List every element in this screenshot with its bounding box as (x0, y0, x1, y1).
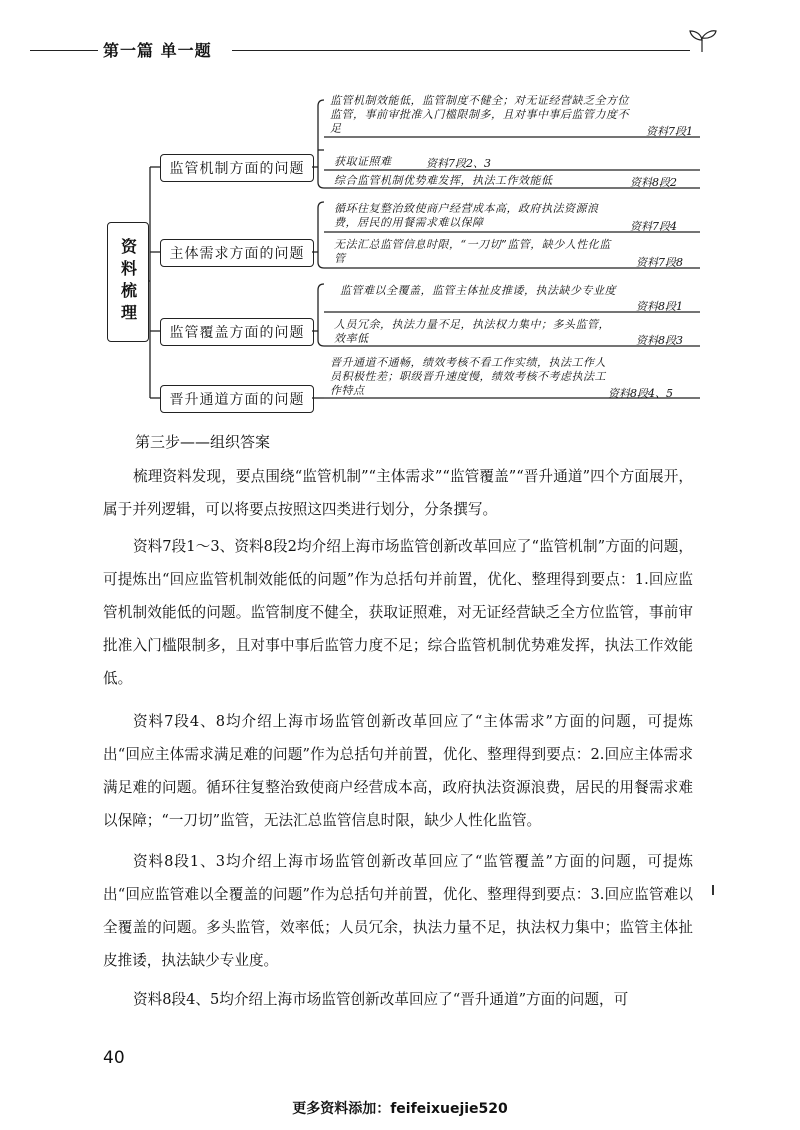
note-item (334, 238, 616, 266)
step-title: 第三步——组织答案 (135, 433, 271, 451)
page-number: 40 (103, 1048, 125, 1068)
note-source: 资料8段1 (636, 300, 683, 313)
note-text: 晋升通道不通畅，绩效考核不看工作实绩，执法工作人员积极性差；职级晋升速度慢，绩效考核不考虑执法工作特点 (330, 356, 606, 397)
footer-note: 更多资料添加：feifeixuejie520 (292, 1101, 508, 1117)
header-rule-left (30, 50, 98, 51)
note-text: 综合监管机制优势难发挥，执法工作效能低 (334, 174, 553, 187)
category-node-promotion-channel: 晋升通道方面的问题 (160, 385, 314, 413)
note-source: 资料7段2、3 (426, 157, 491, 170)
note-item (334, 174, 634, 188)
note-item (340, 284, 622, 298)
note-text: 循环往复整治致使商户经营成本高，政府执法资源浪费，居民的用餐需求难以保障 (334, 202, 599, 229)
note-text: 监管难以全覆盖，监管主体扯皮推诿，执法缺少专业度 (340, 284, 616, 297)
paragraph: 梳理资料发现，要点围绕“监管机制”“主体需求”“监管覆盖”“晋升通道”四个方面展开，属于并列逻辑，可以将要点按照这四类进行划分，分条撰写。 (103, 468, 693, 518)
paragraph: 资料7段1～3、资料8段2均介绍上海市场监管创新改革回应了“监管机制”方面的问题，可提炼出“回应监管机制效能低的问题”作为总括句并前置，优化、整理得到要点：1.回应监管机制效能低的问题。监管制度不健全，获取证照难，对无证经营缺乏全方位监管，事前审批准入门槛限制多，且对事中事后监管力度不足；综合监管机制优势难发挥，执法工作效能低。 (103, 538, 693, 687)
note-item (330, 356, 606, 398)
note-source: 资料8段3 (636, 334, 683, 347)
category-node-supervision-mechanism: 监管机制方面的问题 (160, 154, 314, 182)
paragraph: 资料7段4、8均介绍上海市场监管创新改革回应了“主体需求”方面的问题，可提炼出“回应主体需求满足难的问题”作为总括句并前置，优化、整理得到要点：2.回应主体需求满足难的问题。循环往复整治致使商户经营成本高，政府执法资源浪费，居民的用餐需求难以保障；“一刀切”监管，无法汇总监管信息时限，缺少人性化监管。 (103, 713, 693, 829)
note-item (334, 318, 616, 346)
sprout-icon (688, 28, 718, 54)
note-item (334, 202, 620, 230)
note-source: 资料7段4 (630, 220, 677, 233)
margin-mark (712, 885, 714, 895)
note-item (330, 94, 630, 136)
category-node-supervision-coverage: 监管覆盖方面的问题 (160, 318, 314, 346)
note-text: 获取证照难 (334, 155, 392, 168)
header-rule-right (232, 50, 690, 51)
note-source: 资料7段8 (636, 256, 683, 269)
note-source: 资料7段1 (646, 125, 693, 138)
paragraph: 资料8段1、3均介绍上海市场监管创新改革回应了“监管覆盖”方面的问题，可提炼出“回应监管难以全覆盖的问题”作为总括句并前置，优化、整理得到要点：3.回应监管难以全覆盖的问题。多头监管，效率低；人员冗余，执法力量不足，执法权力集中；监管主体扯皮推诿，执法缺少专业度。 (103, 853, 693, 969)
note-source: 资料8段4、5 (608, 387, 673, 400)
category-node-subject-demand: 主体需求方面的问题 (160, 239, 314, 267)
section-title: 第一篇 单一题 (103, 41, 212, 60)
root-node: 资料梳理 (107, 222, 149, 342)
note-text: 无法汇总监管信息时限，“一刀切”监管，缺少人性化监管 (334, 238, 611, 265)
note-source: 资料8段2 (630, 176, 677, 189)
note-text: 人员冗余，执法力量不足，执法权力集中；多头监管，效率低 (334, 318, 610, 345)
paragraph: 资料8段4、5均介绍上海市场监管创新改革回应了“晋升通道”方面的问题，可 (133, 991, 629, 1008)
note-text: 监管机制效能低，监管制度不健全；对无证经营缺乏全方位监管，事前审批准入门槛限制多，且对事中事后监管力度不足 (330, 94, 629, 135)
